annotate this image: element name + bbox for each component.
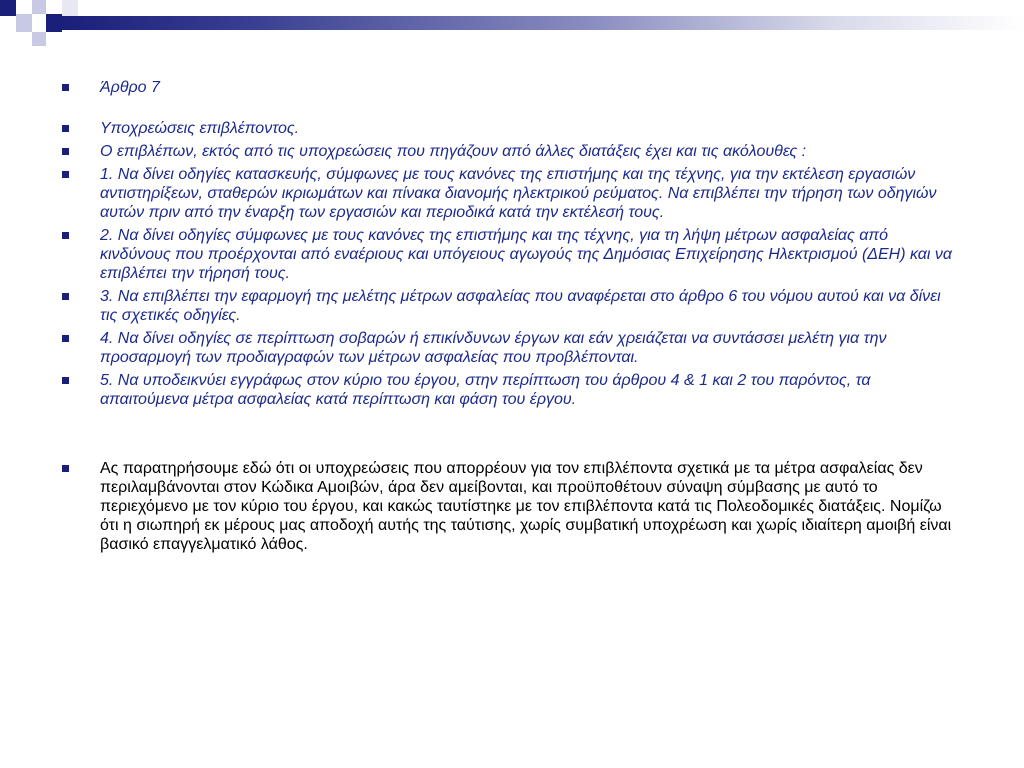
decor-square: [16, 14, 32, 32]
bullet-text: Ας παρατηρήσουμε εδώ ότι οι υποχρεώσεις που απορρέουν για τον επιβλέποντα σχετικά με τα μέτρα ασφαλείας δεν περιλαμβάνονται στον Κώδικα Αμοιβών, άρα δεν αμείβονται, και προϋποθέτουν σύναψη σύμβασης με αυτό το περιεχόμενο με τον κύριο του έργου, και κακώς ταυτίστηκε με τον επιβλέποντα κατά τις Πολεοδομικές διατάξεις. Νομίζω ότι η σιωπηρή εκ μέρους μας αποδοχή αυτής της ταύτισης, χωρίς συμβατική υποχρέωση και χωρίς ιδιαίτερη αμοιβή είναι βασικό επαγγελματικό λάθος.: [100, 460, 952, 553]
bullet-text: 5. Να υποδεικνύει εγγράφως στον κύριο του έργου, στην περίπτωση του άρθρου 4 & 1 και 2 του παρόντος, τα απαιτούμενα μέτρα ασφαλείας κατά περίπτωση και φάση του έργου.: [100, 372, 871, 408]
bullet-item-obligation-1: [62, 165, 962, 222]
square-bullet-icon: [62, 148, 69, 155]
bullet-item-obligation-2: [62, 226, 962, 283]
bullet-item-obligation-5: [62, 371, 962, 409]
bullet-text: 1. Να δίνει οδηγίες κατασκευής, σύμφωνες με τους κανόνες της επιστήμης και της τέχνης, για την εκτέλεση εργασιών αντιστηρίξεων, σταθερών ικριωμάτων και πίνακα διανομής ηλεκτρικού ρεύματος. Να επιβλέπει την τήρηση των οδηγιών αυτών πριν από την έναρξη των εργασιών και περιοδικά κατά την εκτέλεσή τους.: [100, 166, 937, 221]
square-bullet-icon: [62, 84, 69, 91]
bullet-text: 2. Να δίνει οδηγίες σύμφωνες με τους κανόνες της επιστήμης και της τέχνης, για τη λήψη μέτρων ασφαλείας από κινδύνους που προέρχονται από εναέριους και υπόγειους αγωγούς της Δημόσιας Επιχείρησης Ηλεκτρισμού (ΔΕΗ) και να επιβλέπει την τήρησή τους.: [100, 227, 953, 282]
header-gradient-bar: [62, 16, 1024, 30]
decor-square: [46, 14, 62, 32]
bullet-item-commentary: [62, 459, 962, 554]
decor-square: [0, 16, 16, 32]
square-bullet-icon: [62, 171, 69, 178]
decor-square: [62, 0, 78, 16]
decor-square: [32, 0, 46, 14]
slide-content: [62, 78, 962, 558]
square-bullet-icon: [62, 377, 69, 384]
square-bullet-icon: [62, 232, 69, 239]
bullet-item-obligation-3: [62, 287, 962, 325]
square-bullet-icon: [62, 293, 69, 300]
bullet-text: Υποχρεώσεις επιβλέποντος.: [100, 120, 300, 137]
bullet-text: Ο επιβλέπων, εκτός από τις υποχρεώσεις που πηγάζουν από άλλες διατάξεις έχει και τις ακόλουθες :: [100, 143, 807, 160]
bullet-text: 4. Να δίνει οδηγίες σε περίπτωση σοβαρών ή επικίνδυνων έργων και εάν χρειάζεται να συντάσσει μελέτη για την προσαρμογή των προδιαγραφών των μέτρων ασφαλείας που προβλέπονται.: [100, 330, 887, 366]
decor-square: [0, 0, 16, 16]
bullet-item-heading: [62, 119, 962, 138]
bullet-item-obligation-4: [62, 329, 962, 367]
square-bullet-icon: [62, 125, 69, 132]
bullet-item-article-title: [62, 78, 962, 97]
bullet-item-intro: [62, 142, 962, 161]
decor-square: [32, 32, 46, 46]
decor-square: [16, 32, 32, 46]
bullet-text: 3. Να επιβλέπει την εφαρμογή της μελέτης μέτρων ασφαλείας που αναφέρεται στο άρθρο 6 του νόμου αυτού και να δίνει τις σχετικές οδηγίες.: [100, 288, 941, 324]
bullet-text: Άρθρο 7: [100, 79, 160, 96]
square-bullet-icon: [62, 335, 69, 342]
square-bullet-icon: [62, 465, 69, 472]
